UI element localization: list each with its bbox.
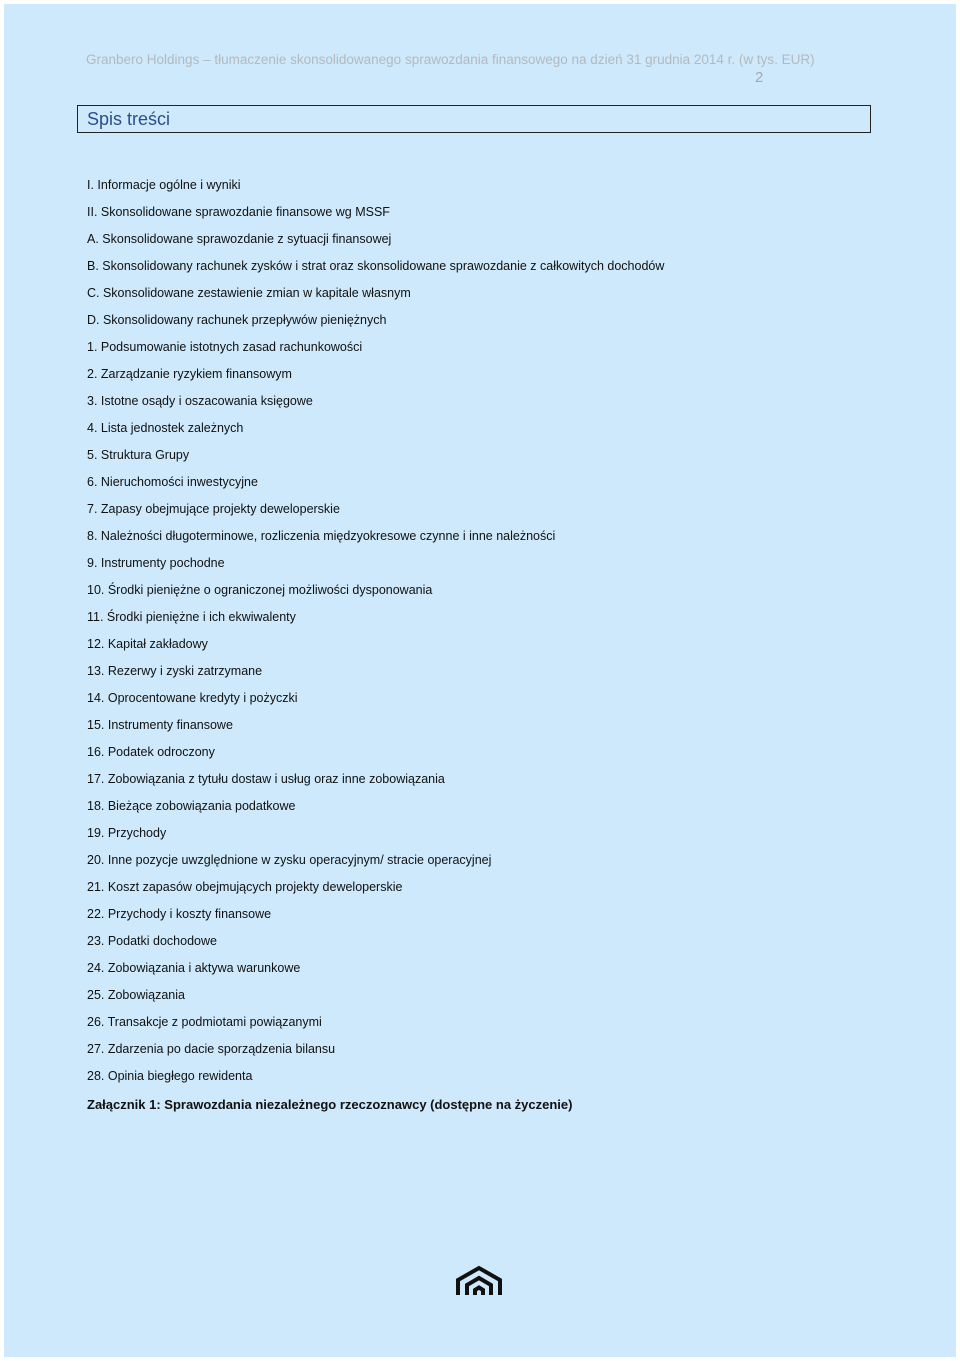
toc-entry[interactable]: 25. Zobowiązania xyxy=(87,988,185,1002)
toc-entry[interactable]: 9. Instrumenty pochodne xyxy=(87,556,225,570)
toc-entry[interactable]: D. Skonsolidowany rachunek przepływów pieniężnych xyxy=(87,313,387,327)
toc-entry[interactable]: 2. Zarządzanie ryzykiem finansowym xyxy=(87,367,292,381)
toc-entry[interactable]: 11. Środki pieniężne i ich ekwiwalenty xyxy=(87,610,296,624)
toc-entry-appendix[interactable]: Załącznik 1: Sprawozdania niezależnego rzeczoznawcy (dostępne na życzenie) xyxy=(87,1097,573,1112)
toc-entry[interactable]: 18. Bieżące zobowiązania podatkowe xyxy=(87,799,296,813)
toc-entry[interactable]: 6. Nieruchomości inwestycyjne xyxy=(87,475,258,489)
toc-entry[interactable]: 19. Przychody xyxy=(87,826,167,840)
toc-entry[interactable]: I. Informacje ogólne i wyniki xyxy=(87,178,241,192)
toc-entry[interactable]: 26. Transakcje z podmiotami powiązanymi xyxy=(87,1015,322,1029)
toc-entry[interactable]: 24. Zobowiązania i aktywa warunkowe xyxy=(87,961,301,975)
running-header: Granbero Holdings – tłumaczenie skonsolidowanego sprawozdania finansowego na dzień 31 grudnia 2014 r. (w tys. EUR) xyxy=(86,52,815,67)
toc-entry[interactable]: 21. Koszt zapasów obejmujących projekty deweloperskie xyxy=(87,880,403,894)
toc-entry[interactable]: 28. Opinia biegłego rewidenta xyxy=(87,1069,253,1083)
toc-entry[interactable]: 1. Podsumowanie istotnych zasad rachunkowości xyxy=(87,340,363,354)
toc-entry[interactable]: 23. Podatki dochodowe xyxy=(87,934,217,948)
company-logo-icon xyxy=(455,1264,503,1298)
toc-entry[interactable]: 4. Lista jednostek zależnych xyxy=(87,421,244,435)
toc-entry[interactable]: 7. Zapasy obejmujące projekty deweloperskie xyxy=(87,502,340,516)
toc-entry[interactable]: II. Skonsolidowane sprawozdanie finansowe wg MSSF xyxy=(87,205,390,219)
toc-entry[interactable]: 5. Struktura Grupy xyxy=(87,448,190,462)
toc-entry[interactable]: A. Skonsolidowane sprawozdanie z sytuacji finansowej xyxy=(87,232,392,246)
page-number: 2 xyxy=(755,69,764,86)
toc-entry[interactable]: 15. Instrumenty finansowe xyxy=(87,718,233,732)
toc-entry[interactable]: 16. Podatek odroczony xyxy=(87,745,215,759)
toc-entry[interactable]: 13. Rezerwy i zyski zatrzymane xyxy=(87,664,263,678)
toc-entry[interactable]: 22. Przychody i koszty finansowe xyxy=(87,907,272,921)
toc-entry[interactable]: 8. Należności długoterminowe, rozliczenia międzyokresowe czynne i inne należności xyxy=(87,529,556,543)
toc-title: Spis treści xyxy=(87,109,171,129)
toc-entry[interactable]: 12. Kapitał zakładowy xyxy=(87,637,208,651)
toc-entry[interactable]: 17. Zobowiązania z tytułu dostaw i usług oraz inne zobowiązania xyxy=(87,772,445,786)
toc-entry[interactable]: 3. Istotne osądy i oszacowania księgowe xyxy=(87,394,313,408)
toc-entry[interactable]: 10. Środki pieniężne o ograniczonej możliwości dysponowania xyxy=(87,583,433,597)
toc-entry[interactable]: 20. Inne pozycje uwzględnione w zysku operacyjnym/ stracie operacyjnej xyxy=(87,853,492,867)
toc-entry[interactable]: 14. Oprocentowane kredyty i pożyczki xyxy=(87,691,298,705)
toc-entry[interactable]: B. Skonsolidowany rachunek zysków i strat oraz skonsolidowane sprawozdanie z całkowitych dochodów xyxy=(87,259,665,273)
toc-entry[interactable]: 27. Zdarzenia po dacie sporządzenia bilansu xyxy=(87,1042,336,1056)
toc-entry[interactable]: C. Skonsolidowane zestawienie zmian w kapitale własnym xyxy=(87,286,411,300)
toc-title-box xyxy=(77,105,871,133)
